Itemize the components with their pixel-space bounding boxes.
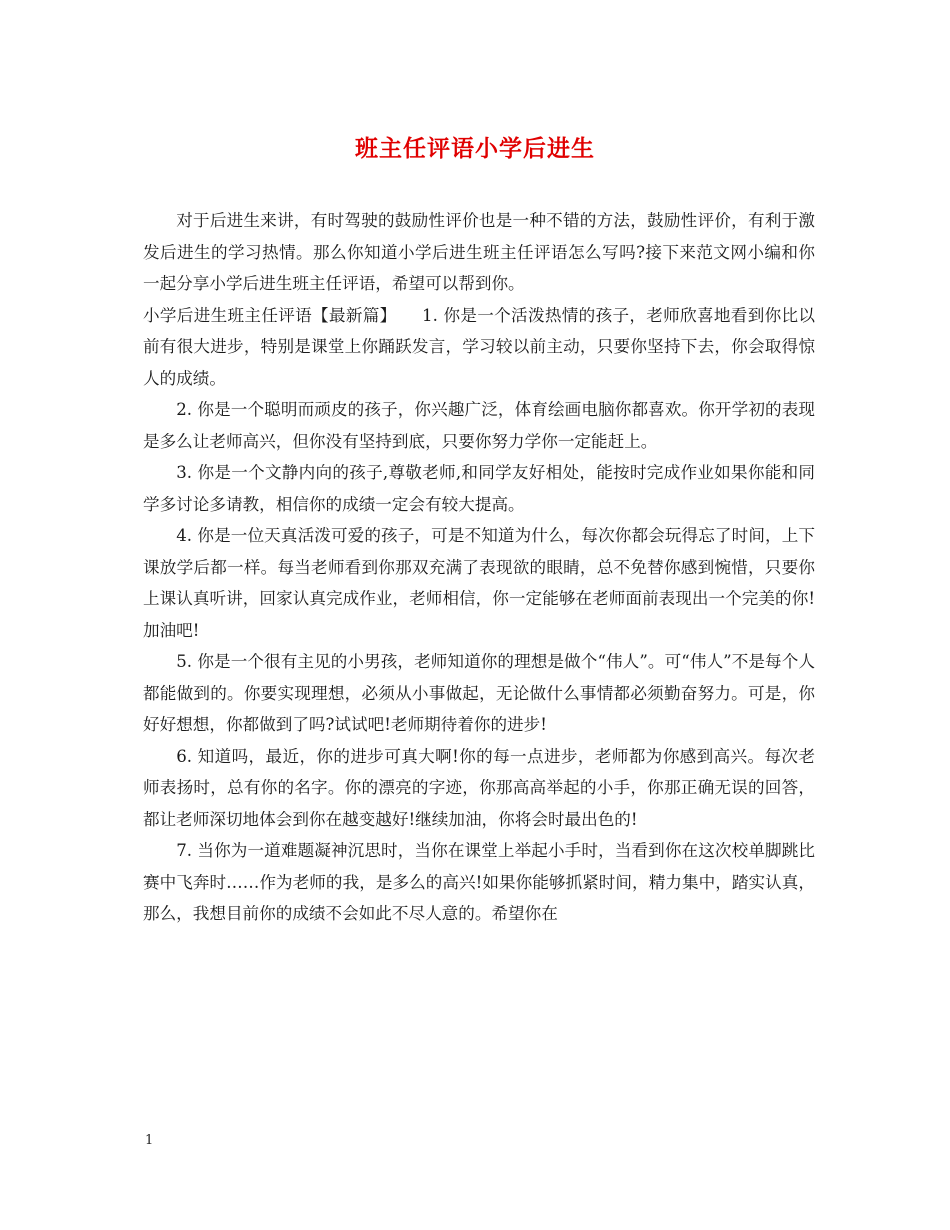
paragraph-item-3: 3. 你是一个文静内向的孩子,尊敬老师,和同学友好相处，能按时完成作业如果你能和同学多讨论多请教，相信你的成绩一定会有较大提高。 — [143, 463, 815, 514]
paragraph-item-7: 7. 当你为一道难题凝神沉思时，当你在课堂上举起小手时，当看到你在这次校单脚跳比赛中飞奔时……作为老师的我，是多么的高兴!如果你能够抓紧时间，精力集中，踏实认真，那么，我想目前你的成绩不会如此不尽人意的。希望你在 — [143, 841, 815, 923]
paragraph-item-6: 6. 知道吗，最近，你的进步可真大啊!你的每一点进步，老师都为你感到高兴。每次老师表扬时，总有你的名字。你的漂亮的字迹，你那高高举起的小手，你那正确无误的回答，都让老师深切地体会到你在越变越好!继续加油，你将会时最出色的! — [143, 746, 815, 829]
page-number: 1 — [145, 1133, 154, 1148]
paragraph-intro: 对于后进生来讲，有时驾驶的鼓励性评价也是一种不错的方法，鼓励性评价，有利于激发后进生的学习热情。那么你知道小学后进生班主任评语怎么写吗?接下来范文网小编和你一起分享小学后进生班主任评语，希望可以帮到你。 — [143, 211, 815, 293]
paragraph-item-4: 4. 你是一位天真活泼可爱的孩子，可是不知道为什么，每次你都会玩得忘了时间，上下课放学后都一样。每当老师看到你那双充满了表现欲的眼睛，总不免替你感到惋惜，只要你上课认真听讲，回家认真完成作业，老师相信，你一定能够在老师面前表现出一个完美的你!加油吧! — [143, 526, 815, 640]
document-title: 班主任评语小学后进生 — [355, 135, 595, 162]
paragraph-item-1: 小学后进生班主任评语【最新篇】 1. 你是一个活泼热情的孩子，老师欣喜地看到你比以前有很大进步，特别是课堂上你踊跃发言，学习较以前主动，只要你坚持下去，你会取得惊人的成绩。 — [143, 305, 815, 388]
paragraph-item-5: 5. 你是一个很有主见的小男孩，老师知道你的理想是做个“伟人”。可“伟人”不是每个人都能做到的。你要实现理想，必须从小事做起，无论做什么事情都必须勤奋努力。可是，你好好想想，你都做到了吗?试试吧!老师期待着你的进步! — [143, 652, 815, 734]
paragraph-item-2: 2. 你是一个聪明而顽皮的孩子，你兴趣广泛，体育绘画电脑你都喜欢。你开学初的表现是多么让老师高兴，但你没有坚持到底，只要你努力学你一定能赶上。 — [143, 400, 815, 451]
document-body — [143, 205, 815, 930]
